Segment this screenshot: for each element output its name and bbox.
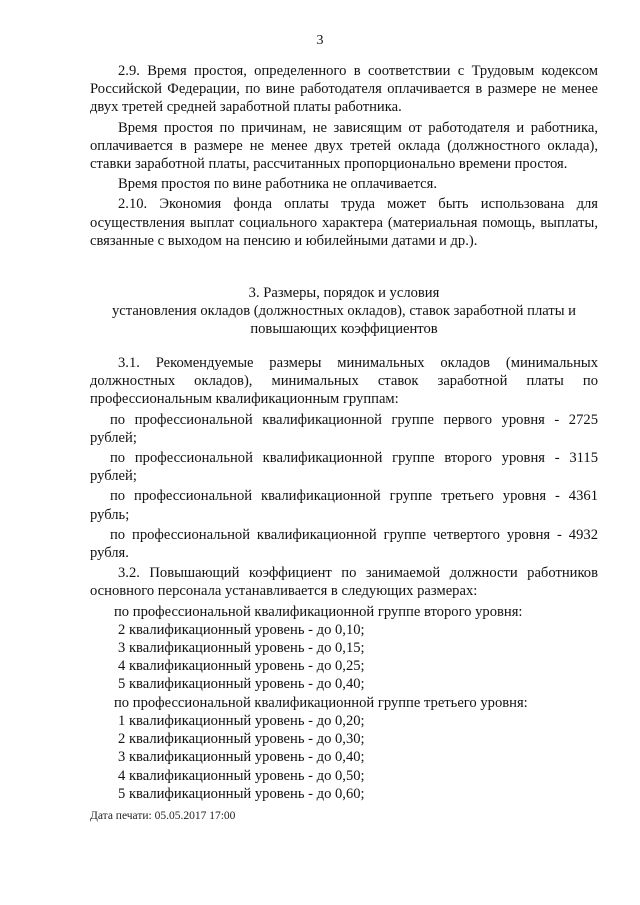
- coefficient-group-2-title: по профессиональной квалификационной группе второго уровня:: [114, 603, 523, 620]
- coefficient-group-3-level-2: 2 квалификационный уровень - до 0,30;: [118, 731, 365, 748]
- document-body: [90, 62, 598, 803]
- paragraph-2-10: 2.10. Экономия фонда оплаты труда может быть использована для осуществления выплат социального характера (материальная помощь, выплаты, связанные с выходом на пенсию и юбилейными датами и др.).: [90, 196, 598, 249]
- coefficient-group-3-level-3: 3 квалификационный уровень - до 0,40;: [118, 749, 365, 766]
- paragraph-2-9: 2.9. Время простоя, определенного в соответствии с Трудовым кодексом Российской Федерации, по вине работодателя оплачивается в размере не менее двух третей средней заработной платы работника.: [90, 63, 598, 116]
- salary-group-3: по профессиональной квалификационной группе третьего уровня - 4361 рубль;: [90, 488, 598, 523]
- print-date-footer: Дата печати: 05.05.2017 17:00: [90, 810, 236, 822]
- coefficient-group-2-level-3: 3 квалификационный уровень - до 0,15;: [118, 640, 365, 657]
- coefficient-group-2-level-4: 4 квалификационный уровень - до 0,25;: [118, 658, 365, 675]
- salary-group-4: по профессиональной квалификационной группе четвертого уровня - 4932 рубля.: [90, 526, 598, 562]
- paragraph-downtime-no-fault: Время простоя по причинам, не зависящим от работодателя и работника, оплачивается в размере не менее двух третей оклада (должностного оклада), ставки заработной платы, рассчитанных пропорционально времени простоя.: [90, 119, 598, 173]
- coefficient-group-3-level-1: 1 квалификационный уровень - до 0,20;: [118, 712, 365, 729]
- paragraph-downtime-employee-fault: Время простоя по вине работника не оплачивается.: [118, 176, 438, 193]
- coefficient-group-2-level-2: 2 квалификационный уровень - до 0,10;: [118, 621, 365, 638]
- coefficient-group-3-level-5: 5 квалификационный уровень - до 0,60;: [118, 785, 365, 802]
- salary-group-1: по профессиональной квалификационной группе первого уровня - 2725 рублей;: [90, 411, 598, 446]
- coefficient-group-3-level-4: 4 квалификационный уровень - до 0,50;: [118, 767, 365, 784]
- coefficient-group-2-level-5: 5 квалификационный уровень - до 0,40;: [118, 676, 365, 693]
- heading-line-1: 3. Размеры, порядок и условия: [248, 285, 440, 302]
- paragraph-3-2: 3.2. Повышающий коэффициент по занимаемой должности работников основного персонала устанавливается в следующих размерах:: [90, 565, 598, 600]
- paragraph-3-1: 3.1. Рекомендуемые размеры минимальных окладов (минимальных должностных окладов), минимальных ставок заработной платы по профессиональным квалификационным группам:: [90, 355, 598, 408]
- salary-group-2: по профессиональной квалификационной группе второго уровня - 3115 рублей;: [90, 450, 598, 485]
- heading-line-3: повышающих коэффициентов: [250, 321, 438, 338]
- page-number: 3: [316, 33, 324, 48]
- coefficient-group-3-title: по профессиональной квалификационной группе третьего уровня:: [114, 694, 528, 711]
- heading-line-2: установления окладов (должностных окладов), ставок заработной платы и: [112, 303, 576, 320]
- section-3-heading: [90, 284, 598, 338]
